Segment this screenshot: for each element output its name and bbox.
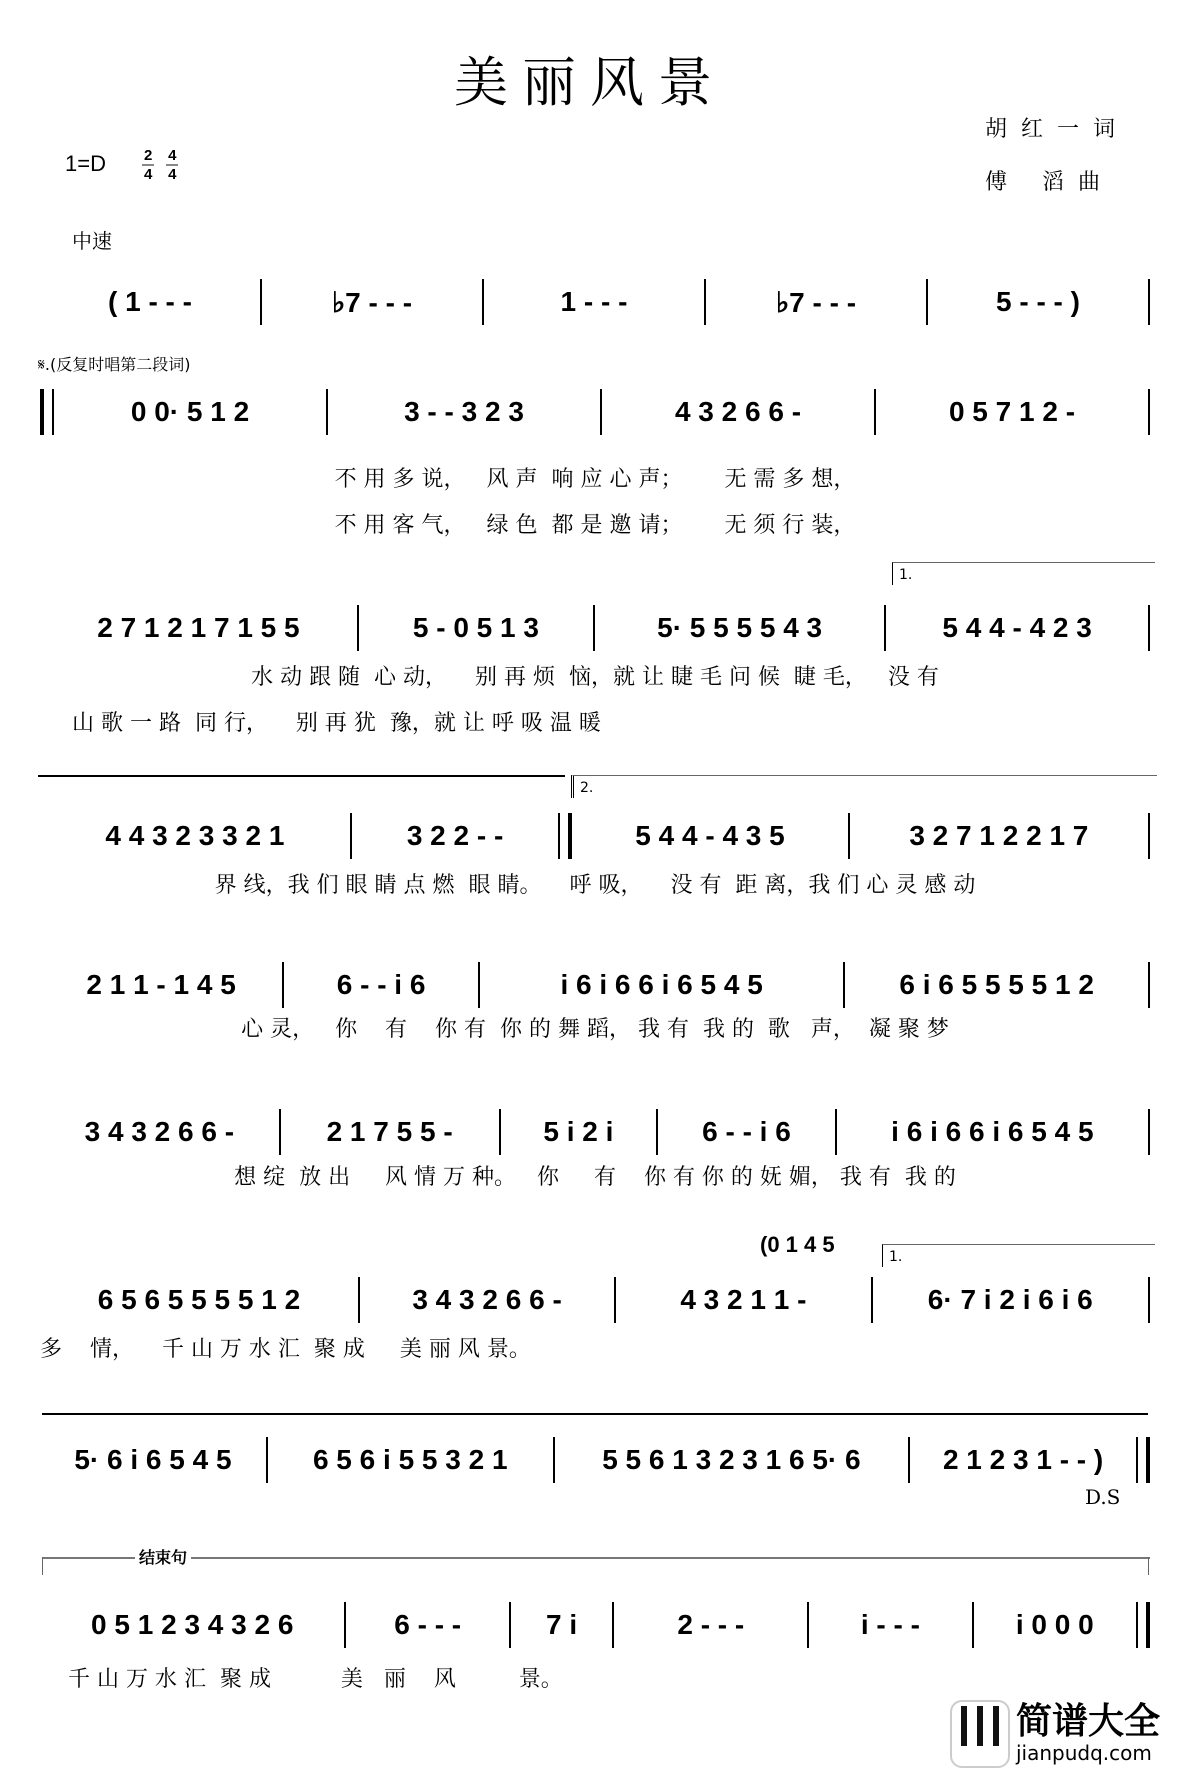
measure: 2 7 1 2 1 7 1 5 5 [97,612,300,643]
watermark-url: jianpudq.com [1016,1741,1152,1765]
repeat-start-barline [40,389,54,435]
measure: 6 5 6 5 5 5 5 1 2 [97,1284,301,1315]
staff-row-7 [40,1430,1150,1490]
measure: 5 4 4 - 4 2 3 [942,612,1092,643]
lyricist-credit: 胡红一词 [985,117,1130,142]
staff-row-ending [40,1595,1150,1655]
staff-row-3 [40,806,1150,866]
watermark-logo [950,1700,1160,1768]
measure: 3 - - 3 2 3 [404,396,524,427]
ending-bracket-right [1148,1557,1149,1575]
measure: 5 5 6 1 3 2 3 1 6 5· 6 [602,1444,861,1475]
measure: i - - - [860,1609,920,1640]
key-label: 1=D [65,150,106,176]
staff-row-6 [40,1270,1150,1330]
measure: 4 3 2 6 6 - [674,396,802,427]
repeat-end-barline [558,813,572,859]
measure: 0 0· 5 1 2 [130,396,250,427]
lyrics-ending: 千 山 万 水 汇 聚 成 美 丽 风 景。 [68,1667,563,1692]
measure: 5· 6 i 6 5 4 5 [74,1444,232,1475]
tempo-marking: 中速 [72,229,112,253]
barline [1148,1277,1150,1323]
barline [1148,962,1150,1008]
measure: 3 4 3 2 6 6 - [412,1284,562,1315]
measure: 5 - 0 5 1 3 [412,612,539,643]
time-signature-2-4: $\frac{2}{4}$ [143,147,153,183]
final-barline [1136,1437,1150,1483]
measure: ♭7 - - - [331,286,413,318]
measure: 6 i 6 5 5 5 5 1 2 [899,969,1094,1000]
segno-repeat-note: 𝄋.(反复时唱第二段词) [38,355,191,374]
barline [1148,279,1150,325]
ds-marking: D.S [1085,1485,1121,1509]
lyrics-verse-1: 心 灵， 你 有 你 有 你 的 舞 蹈， 我 有 我 的 歌 声， 凝 聚 梦 [241,1017,949,1042]
measure: 6· 7 i 2 i 6 i 6 [927,1284,1093,1315]
volta-first-ending-2: 1. [882,1244,1155,1267]
key-signature [65,148,178,182]
measure: 2 1 1 - 1 4 5 [86,969,236,1000]
staff-row-intro [40,272,1150,332]
barline [1148,813,1150,859]
volta-line [42,1413,1148,1415]
measure: 4 3 2 1 1 - [680,1284,807,1315]
barline [1148,1109,1150,1155]
ending-bracket [42,1557,1150,1559]
lyrics-verse-2: 山 歌 一 路 同 行， 别 再 犹 豫，就 让 呼 吸 温 暖 [72,711,601,736]
final-barline [1136,1602,1150,1648]
staff-row-1 [40,382,1150,442]
measure: 7 i [546,1609,578,1640]
watermark-name: 简谱大全 [1016,1701,1161,1742]
staff-row-2 [40,598,1150,658]
measure: i 6 i 6 6 i 6 5 4 5 [560,969,763,1000]
staff-row-4 [40,955,1150,1015]
lyrics-verse-1: 想 绽 放 出 风 情 万 种。 你 有 你 有 你 的 妩 媚， 我 有 我 的 [234,1165,956,1190]
measure: 2 1 7 5 5 - [326,1116,453,1147]
ending-label: 结束句 [135,1545,191,1568]
piano-icon [950,1700,1010,1768]
ending-bracket-left [42,1557,43,1575]
measure: 6 - - - [394,1609,462,1640]
measure: 6 - - i 6 [336,969,426,1000]
measure: i 6 i 6 6 i 6 5 4 5 [891,1116,1094,1147]
lyrics-verse-2: 不 用 客 气， 绿 色 都 是 邀 请； 无 须 行 装， [334,513,856,538]
lyrics-verse-1: 水 动 跟 随 心 动， 别 再 烦 恼，就 让 睫 毛 问 候 睫 毛， 没 有 [251,665,939,690]
volta-second-ending: 2. [571,775,1157,798]
measure: ♭7 - - - [775,286,857,318]
measure: 5 - - - ) [996,286,1080,317]
measure: 6 5 6 i 5 5 3 2 1 [312,1444,508,1475]
lyrics-verse-1: 多 情， 千 山 万 水 汇 聚 成 美 丽 风 景。 [40,1337,531,1362]
volta-first-line [38,775,565,777]
composer-credit: 傅 滔曲 [985,170,1114,195]
time-signature-4-4: $\frac{4}{4}$ [168,147,177,183]
measure: 3 4 3 2 6 6 - [84,1116,235,1147]
measure: 5 4 4 - 4 3 5 [635,820,785,851]
song-title: 美丽风景 [454,51,726,114]
lyrics-verse-1: 不 用 多 说， 风 声 响 应 心 声； 无 需 多 想， [334,467,856,492]
barline [1148,389,1150,435]
measure: 2 - - - [677,1609,745,1640]
measure: 0 5 1 2 3 4 3 2 6 [91,1609,294,1640]
measure: 3 2 2 - - [406,820,504,851]
measure: 0 5 7 1 2 - [948,396,1076,427]
barline [1148,605,1150,651]
lyrics-verse-1: 界 线，我 们 眼 睛 点 燃 眼 睛。 呼 吸， 没 有 距 离，我 们 心 灵 感 动 [214,873,976,898]
measure: 4 4 3 2 3 3 2 1 [105,820,285,851]
measure: i 0 0 0 [1015,1609,1094,1640]
measure: 3 2 7 1 2 2 1 7 [909,820,1089,851]
measure: 6 - - i 6 [702,1116,791,1147]
volta-first-ending: 1. [892,562,1155,585]
staff-row-5 [40,1102,1150,1162]
measure: 1 - - - [560,286,628,317]
measure: 5 i 2 i [543,1116,614,1147]
pickup-notes: (0 1 4 5 [760,1232,835,1257]
measure: 2 1 2 3 1 - - ) [942,1444,1104,1475]
measure: 5· 5 5 5 5 4 3 [657,612,823,643]
measure: ( 1 - - - [108,286,192,317]
